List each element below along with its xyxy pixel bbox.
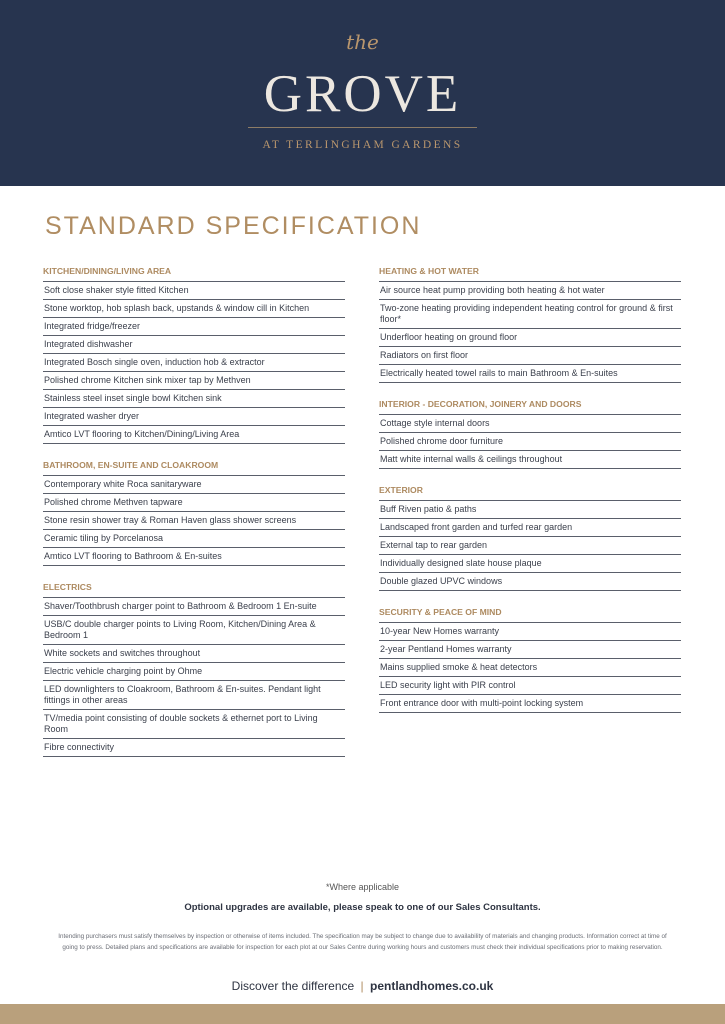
section-title: BATHROOM, EN-SUITE AND CLOAKROOM <box>43 459 345 476</box>
spec-section <box>379 606 681 713</box>
page-title: STANDARD SPECIFICATION <box>45 212 422 240</box>
brand-header <box>0 0 725 186</box>
spec-item: Air source heat pump providing both heating & hot water <box>379 282 681 300</box>
spec-item: Landscaped front garden and turfed rear garden <box>379 519 681 537</box>
spec-item: Individually designed slate house plaque <box>379 555 681 573</box>
section-title: ELECTRICS <box>43 581 345 598</box>
website-link[interactable]: pentlandhomes.co.uk <box>369 979 494 993</box>
spec-item: Electric vehicle charging point by Ohme <box>43 663 345 681</box>
cta-separator: | <box>360 979 364 993</box>
spec-item: Integrated dishwasher <box>43 336 345 354</box>
right-spec-column <box>379 265 681 728</box>
spec-item: Shaver/Toothbrush charger point to Bathroom & Bedroom 1 En-suite <box>43 598 345 616</box>
spec-item: Underfloor heating on ground floor <box>379 329 681 347</box>
spec-item: Polished chrome Kitchen sink mixer tap by Methven <box>43 372 345 390</box>
spec-item: Polished chrome door furniture <box>379 433 681 451</box>
spec-section <box>379 265 681 383</box>
spec-item: Mains supplied smoke & heat detectors <box>379 659 681 677</box>
spec-item: Cottage style internal doors <box>379 415 681 433</box>
spec-item: Amtico LVT flooring to Bathroom & En-suites <box>43 548 345 566</box>
spec-item: Matt white internal walls & ceilings throughout <box>379 451 681 469</box>
spec-item: 2-year Pentland Homes warranty <box>379 641 681 659</box>
footnote: *Where applicable <box>325 882 400 892</box>
section-title: SECURITY & PEACE OF MIND <box>379 606 681 623</box>
upgrade-note: Optional upgrades are available, please speak to one of our Sales Consultants. <box>184 902 541 913</box>
spec-item: Double glazed UPVC windows <box>379 573 681 591</box>
spec-item: White sockets and switches throughout <box>43 645 345 663</box>
spec-item: Ceramic tiling by Porcelanosa <box>43 530 345 548</box>
spec-item: 10-year New Homes warranty <box>379 623 681 641</box>
left-spec-column <box>43 265 345 772</box>
cta-line <box>0 979 725 993</box>
brand-the-script: the <box>346 30 379 54</box>
spec-item: TV/media point consisting of double sockets & ethernet port to Living Room <box>43 710 345 739</box>
spec-item: USB/C double charger points to Living Room, Kitchen/Dining Area & Bedroom 1 <box>43 616 345 645</box>
spec-item: Radiators on first floor <box>379 347 681 365</box>
spec-item: Front entrance door with multi-point locking system <box>379 695 681 713</box>
spec-item: LED security light with PIR control <box>379 677 681 695</box>
section-title: INTERIOR - DECORATION, JOINERY AND DOORS <box>379 398 681 415</box>
spec-section <box>379 398 681 469</box>
spec-item: Electrically heated towel rails to main Bathroom & En-suites <box>379 365 681 383</box>
spec-item: Integrated Bosch single oven, induction hob & extractor <box>43 354 345 372</box>
footer-bar <box>0 1004 725 1024</box>
cta-text: Discover the difference <box>231 979 355 993</box>
spec-item: Integrated washer dryer <box>43 408 345 426</box>
spec-item: Two-zone heating providing independent heating control for ground & first floor* <box>379 300 681 329</box>
section-title: KITCHEN/DINING/LIVING AREA <box>43 265 345 282</box>
spec-section <box>43 581 345 757</box>
spec-item: Integrated fridge/freezer <box>43 318 345 336</box>
brand-logo-name: GROVE <box>263 65 462 123</box>
spec-item: Stone resin shower tray & Roman Haven glass shower screens <box>43 512 345 530</box>
spec-item: Polished chrome Methven tapware <box>43 494 345 512</box>
spec-item: Amtico LVT flooring to Kitchen/Dining/Living Area <box>43 426 345 444</box>
section-title: EXTERIOR <box>379 484 681 501</box>
spec-item: Stone worktop, hob splash back, upstands & window cill in Kitchen <box>43 300 345 318</box>
spec-item: Buff Riven patio & paths <box>379 501 681 519</box>
brand-divider <box>248 127 477 128</box>
spec-item: Fibre connectivity <box>43 739 345 757</box>
spec-item: Soft close shaker style fitted Kitchen <box>43 282 345 300</box>
brand-subtitle: AT TERLINGHAM GARDENS <box>262 139 463 151</box>
spec-item: LED downlighters to Cloakroom, Bathroom & En-suites. Pendant light fittings in other areas <box>43 681 345 710</box>
section-title: HEATING & HOT WATER <box>379 265 681 282</box>
spec-item: External tap to rear garden <box>379 537 681 555</box>
spec-item: Contemporary white Roca sanitaryware <box>43 476 345 494</box>
spec-section <box>379 484 681 591</box>
spec-section <box>43 265 345 444</box>
disclaimer: Intending purchasers must satisfy themselves by inspection or otherwise of items included. The specification may be subject to change due to availability of materials and changing products. Information correct at time of going to press. Detailed plans and specifications are available for inspection for each plot at our Sales Centre during working hours and customers must check their individual specifications prior to making reservation. <box>58 933 667 951</box>
spec-item: Stainless steel inset single bowl Kitchen sink <box>43 390 345 408</box>
spec-section <box>43 459 345 566</box>
